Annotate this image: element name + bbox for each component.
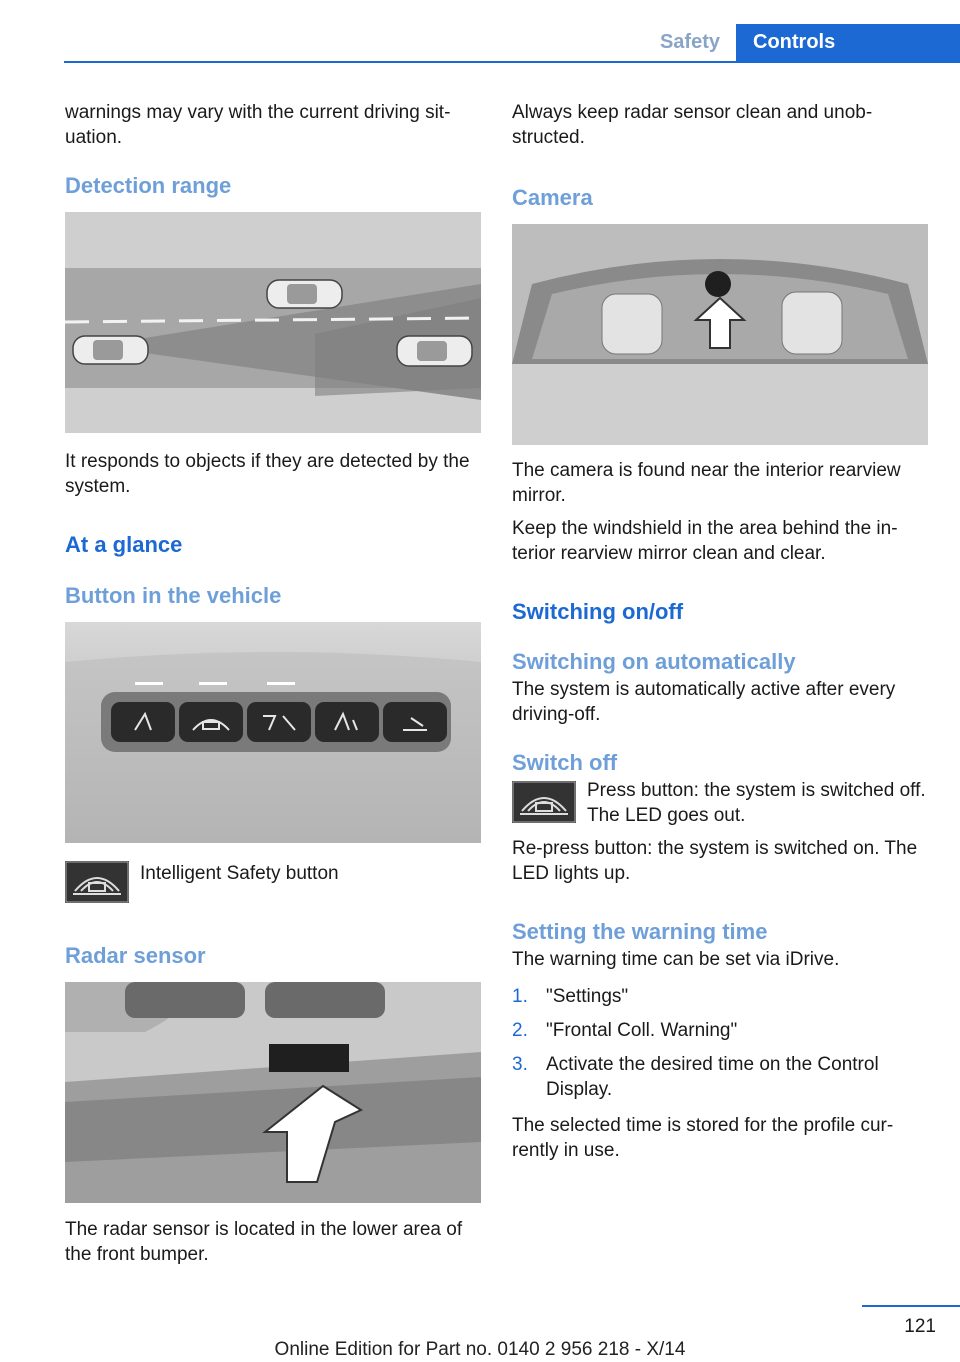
intelligent-safety-button-icon xyxy=(65,861,129,903)
radar-clean-text: Always keep radar sensor clean and unob‐structed. xyxy=(512,102,873,148)
button-1-icon xyxy=(111,702,175,742)
list-item xyxy=(512,1018,928,1043)
detection-text: It responds to objects if they are detected by the system. xyxy=(65,451,470,497)
header-chapter-controls: Controls xyxy=(736,24,960,61)
button-5-icon xyxy=(383,702,447,742)
settings-steps-list xyxy=(512,984,928,1102)
detection-range-heading: Detection range xyxy=(65,173,232,198)
seat-left xyxy=(602,294,662,354)
camera-text-1: The camera is found near the interior rearview mirror. xyxy=(512,460,901,506)
camera-illustration xyxy=(512,224,928,445)
camera-heading: Camera xyxy=(512,185,593,210)
at-a-glance-heading: At a glance xyxy=(65,532,183,557)
radar-sensor-cover xyxy=(269,1044,349,1072)
switching-on-automatically-heading: Switching on automatically xyxy=(512,649,796,674)
intelligent-safety-caption: Intelligent Safety button xyxy=(140,863,339,884)
intelligent-safety-button-row xyxy=(65,861,481,903)
detection-range-illustration xyxy=(65,212,481,433)
own-car xyxy=(73,336,148,364)
header-rule xyxy=(64,61,960,63)
step-number: 3. xyxy=(512,1054,528,1075)
camera-lens xyxy=(705,271,731,297)
switch-off-row xyxy=(512,778,928,828)
switch-off-text: Press button: the system is switched off. The LED goes out. xyxy=(587,780,926,826)
left-column xyxy=(65,100,481,1278)
seat-right xyxy=(782,292,842,354)
intro-paragraph: warnings may vary with the current driving sit‐uation. xyxy=(65,102,451,148)
setting-warning-time-heading: Setting the warning time xyxy=(512,919,768,944)
intelligent-safety-button-icon xyxy=(512,781,576,823)
footer-rule xyxy=(862,1305,960,1307)
step-number: 1. xyxy=(512,986,528,1007)
list-item xyxy=(512,984,928,1009)
repress-text: Re-press button: the system is switched on. The LED lights up. xyxy=(512,838,918,884)
right-column xyxy=(512,100,928,1174)
footer-edition: Online Edition for Part no. 0140 2 956 218 - X/14 xyxy=(274,1339,686,1360)
list-item xyxy=(512,1052,928,1102)
car-ahead-lane xyxy=(267,280,342,308)
step-text: Activate the desired time on the Control Display. xyxy=(546,1054,879,1100)
step-text: "Frontal Coll. Warning" xyxy=(546,1020,738,1041)
switching-on-off-heading: Switching on/off xyxy=(512,599,684,624)
step-number: 2. xyxy=(512,1020,528,1041)
car-ahead-same-lane xyxy=(397,336,472,366)
button-3-icon xyxy=(247,702,311,742)
warning-time-text: The warning time can be set via iDrive. xyxy=(512,949,840,970)
button-in-vehicle-heading: Button in the vehicle xyxy=(65,583,282,608)
radar-sensor-text: The radar sensor is located in the lower area of the front bumper. xyxy=(65,1219,463,1265)
step-text: "Settings" xyxy=(546,986,629,1007)
radar-sensor-illustration xyxy=(65,982,481,1203)
switch-off-heading: Switch off xyxy=(512,750,618,775)
header-section-safety: Safety xyxy=(659,31,720,53)
button-panel-illustration xyxy=(65,622,481,843)
radar-sensor-heading: Radar sensor xyxy=(65,943,206,968)
stored-time-text: The selected time is stored for the profile cur‐rently in use. xyxy=(512,1115,894,1161)
page-number: 121 xyxy=(904,1316,936,1337)
camera-text-2: Keep the windshield in the area behind the in‐terior rearview mirror clean and clear. xyxy=(512,518,898,564)
auto-text: The system is automatically active after every driving-off. xyxy=(512,679,896,725)
